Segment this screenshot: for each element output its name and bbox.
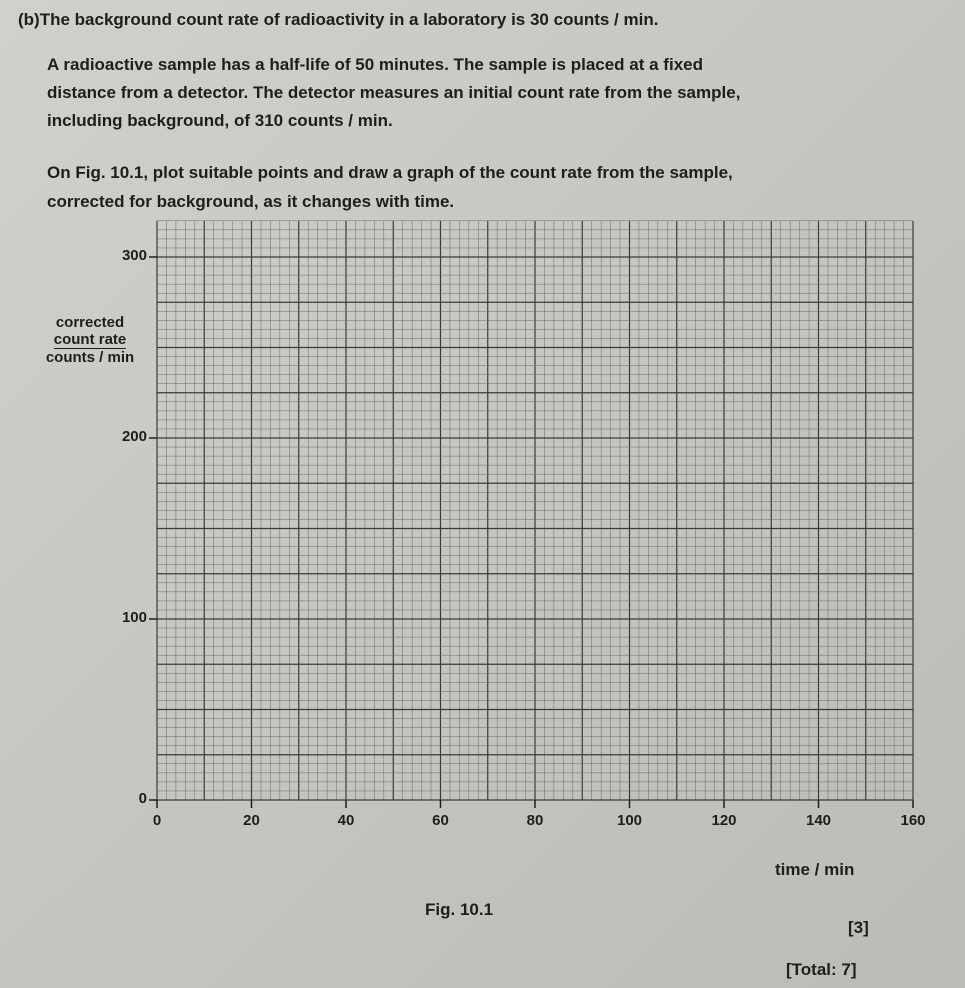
- para1-line-1: A radioactive sample has a half-life of 50 minutes. The sample is placed at a fixed: [47, 55, 703, 74]
- x-tick-label: 100: [616, 812, 643, 829]
- x-tick-label: 40: [337, 812, 355, 829]
- x-tick-label: 60: [432, 812, 449, 829]
- figure-caption: Fig. 10.1: [425, 900, 494, 919]
- y-tick-label: 200: [121, 428, 147, 445]
- y-label-line-2: count rate: [53, 331, 127, 348]
- y-tick-label: 0: [138, 790, 147, 807]
- marks: [3]: [848, 918, 869, 937]
- emphasis-text: corrected for background: [47, 192, 254, 211]
- y-tick-label: 300: [121, 247, 147, 264]
- x-tick-label: 160: [900, 812, 926, 829]
- x-tick-label: 140: [805, 812, 832, 829]
- y-axis-label: [40, 314, 140, 366]
- para1-line-2: distance from a detector. The detector measures an initial count rate from the sample,: [47, 83, 741, 102]
- x-axis-label: time / min: [775, 860, 855, 879]
- x-tick-label: 120: [711, 812, 737, 829]
- para1-line-3: including background, of 310 counts / min.: [47, 111, 393, 130]
- x-tick-label: 20: [243, 812, 260, 829]
- x-tick-label: 0: [152, 812, 162, 829]
- question-text: The background count rate of radioactivity in a laboratory is 30 counts / min.: [39, 10, 659, 29]
- y-label-line-1: corrected: [55, 314, 125, 331]
- para2-line-1: On Fig. 10.1, plot suitable points and draw a graph of the count rate from the sample,: [47, 163, 733, 182]
- para2-rest: , as it changes with time.: [253, 192, 455, 211]
- y-tick-label: 100: [121, 609, 147, 626]
- part-label: (b): [18, 10, 40, 29]
- total-marks: [Total: 7]: [786, 960, 857, 979]
- y-label-line-3: counts / min: [45, 349, 135, 366]
- x-tick-label: 80: [526, 812, 544, 829]
